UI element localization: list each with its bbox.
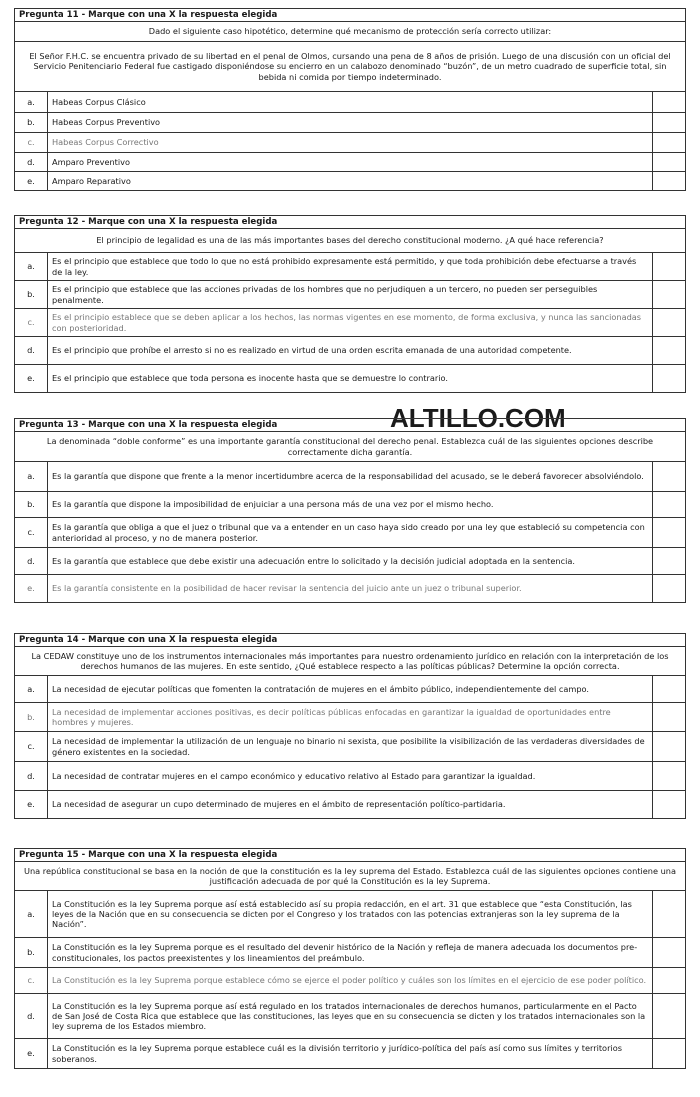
option-letter: b.	[15, 938, 48, 967]
answer-box[interactable]	[653, 1039, 685, 1068]
option-text: La Constitución es la ley Suprema porque establece cómo se ejerce el poder político y cuáles son los límites en el ejercicio de ese poder político.	[48, 968, 653, 993]
answer-box[interactable]	[653, 153, 685, 171]
question-title: Pregunta 12 - Marque con una X la respuesta elegida	[15, 216, 685, 229]
option-letter: d.	[15, 337, 48, 364]
answer-box[interactable]	[653, 791, 685, 818]
option-row	[15, 967, 685, 993]
option-row	[15, 702, 685, 731]
option-text: La necesidad de contratar mujeres en el campo económico y educativo relativo al Estado para garantizar la igualdad.	[48, 762, 653, 790]
question-12	[14, 215, 686, 393]
answer-box[interactable]	[653, 492, 685, 517]
option-letter: c.	[15, 133, 48, 152]
option-text: La necesidad de implementar acciones positivas, es decir políticas públicas enfocadas en garantizar la igualdad de oportunidades entre hombres y mujeres.	[48, 703, 653, 731]
option-letter: c.	[15, 732, 48, 761]
option-letter: c.	[15, 518, 48, 547]
answer-box[interactable]	[653, 968, 685, 993]
question-13	[14, 418, 686, 603]
option-row	[15, 280, 685, 308]
option-row	[15, 491, 685, 517]
option-letter: a.	[15, 676, 48, 702]
answer-box[interactable]	[653, 92, 685, 112]
answer-box[interactable]	[653, 309, 685, 336]
option-row	[15, 676, 685, 702]
option-text: Es el principio establece que se deben aplicar a los hechos, las normas vigentes en ese momento, de forma exclusiva, y nunca las sancionadas con posterioridad.	[48, 309, 653, 336]
option-letter: d.	[15, 994, 48, 1038]
answer-box[interactable]	[653, 938, 685, 967]
option-letter: b.	[15, 281, 48, 308]
option-text: Es la garantía que establece que debe existir una adecuación entre lo solicitado y la decisión judicial adoptada en la sentencia.	[48, 548, 653, 574]
question-prompt: Dado el siguiente caso hipotético, determine qué mecanismo de protección sería correcto utilizar:	[15, 22, 685, 42]
answer-box[interactable]	[653, 548, 685, 574]
answer-box[interactable]	[653, 133, 685, 152]
option-row	[15, 92, 685, 112]
option-row	[15, 364, 685, 392]
answer-box[interactable]	[653, 365, 685, 392]
option-letter: e.	[15, 1039, 48, 1068]
option-letter: c.	[15, 309, 48, 336]
option-letter: d.	[15, 153, 48, 171]
option-text: La Constitución es la ley Suprema porque así está establecido así su propia redacción, en el art. 31 que establece que “esta Constitución, las leyes de la Nación que en su consecuencia se dicten por el Congreso y los tratados con las potencias extranjeras son la ley suprema de la Nación”.	[48, 891, 653, 937]
option-text: Habeas Corpus Preventivo	[48, 113, 653, 132]
option-row	[15, 308, 685, 336]
option-text: Es el principio que prohíbe el arresto si no es realizado en virtud de una orden escrita emanada de una autoridad competente.	[48, 337, 653, 364]
question-15	[14, 848, 686, 1069]
answer-box[interactable]	[653, 891, 685, 937]
question-title: Pregunta 14 - Marque con una X la respuesta elegida	[15, 634, 685, 647]
answer-box[interactable]	[653, 575, 685, 602]
answer-box[interactable]	[653, 762, 685, 790]
option-text: Habeas Corpus Correctivo	[48, 133, 653, 152]
option-letter: b.	[15, 703, 48, 731]
option-letter: a.	[15, 462, 48, 491]
option-text: La necesidad de ejecutar políticas que fomenten la contratación de mujeres en el ámbito público, independientemente del campo.	[48, 676, 653, 702]
option-row	[15, 761, 685, 790]
question-prompt: El principio de legalidad es una de las más importantes bases del derecho constitucional moderno. ¿A qué hace referencia?	[15, 229, 685, 253]
option-text: La necesidad de asegurar un cupo determinado de mujeres en el ámbito de representación político-partidaria.	[48, 791, 653, 818]
option-text: Habeas Corpus Clásico	[48, 92, 653, 112]
option-letter: e.	[15, 575, 48, 602]
option-row	[15, 993, 685, 1038]
watermark: ALTILLO.COM	[390, 403, 566, 433]
option-row	[15, 547, 685, 574]
option-letter: d.	[15, 548, 48, 574]
option-row	[15, 731, 685, 761]
option-row	[15, 937, 685, 967]
option-letter: a.	[15, 92, 48, 112]
option-text: La Constitución es la ley Suprema porque establece cuál es la división territorio y jurídico-política del país así como sus límites y territorios soberanos.	[48, 1039, 653, 1068]
option-letter: b.	[15, 113, 48, 132]
answer-box[interactable]	[653, 253, 685, 280]
option-text: La necesidad de implementar la utilización de un lenguaje no binario ni sexista, que posibilite la visibilización de las verdaderas diversidades de género existentes en la sociedad.	[48, 732, 653, 761]
option-row	[15, 790, 685, 818]
answer-box[interactable]	[653, 518, 685, 547]
question-prompt: La denominada “doble conforme” es una importante garantía constitucional del derecho penal. Establezca cuál de las siguientes opciones describe correctamente dicha garantía.	[15, 432, 685, 462]
option-text: Es el principio que establece que todo lo que no está prohibido expresamente está permitido, y que toda prohibición debe efectuarse a través de la ley.	[48, 253, 653, 280]
option-row	[15, 171, 685, 190]
option-text: Amparo Preventivo	[48, 153, 653, 171]
option-letter: e.	[15, 365, 48, 392]
option-row	[15, 517, 685, 547]
option-letter: b.	[15, 492, 48, 517]
option-text: Amparo Reparativo	[48, 172, 653, 190]
answer-box[interactable]	[653, 337, 685, 364]
option-text: Es el principio que establece que toda persona es inocente hasta que se demuestre lo contrario.	[48, 365, 653, 392]
question-case: El Señor F.H.C. se encuentra privado de su libertad en el penal de Olmos, cursando una pena de 8 años de prisión. Luego de una discusión con un oficial del Servicio Penitenciario Federal fue castigado disponiéndose su encierro en un calabozo denominado “buzón”, de un metro cuadrado de superficie total, sin bebida ni comida por tiempo indeterminado.	[15, 42, 685, 92]
answer-box[interactable]	[653, 462, 685, 491]
option-text: Es la garantía que dispone la imposibilidad de enjuiciar a una persona más de una vez por el mismo hecho.	[48, 492, 653, 517]
question-title: Pregunta 15 - Marque con una X la respuesta elegida	[15, 849, 685, 862]
option-letter: a.	[15, 253, 48, 280]
question-title: Pregunta 13 - Marque con una X la respuesta elegida	[15, 419, 685, 432]
option-row	[15, 253, 685, 280]
answer-box[interactable]	[653, 703, 685, 731]
answer-box[interactable]	[653, 676, 685, 702]
answer-box[interactable]	[653, 732, 685, 761]
option-row	[15, 574, 685, 602]
question-14	[14, 633, 686, 819]
answer-box[interactable]	[653, 113, 685, 132]
option-text: La Constitución es la ley Suprema porque así está regulado en los tratados internacionales de derechos humanos, particularmente en el Pacto de San José de Costa Rica que establece que las constituciones, las leyes que en su consecuencia se dicten y los tratados internacionales son la ley suprema de los Estados miembro.	[48, 994, 653, 1038]
option-letter: e.	[15, 791, 48, 818]
option-row	[15, 112, 685, 132]
option-letter: a.	[15, 891, 48, 937]
answer-box[interactable]	[653, 172, 685, 190]
question-prompt: La CEDAW constituye uno de los instrumentos internacionales más importantes para nuestro ordenamiento jurídico en relación con la interpretación de los derechos humanos de las mujeres. En este sentido, ¿Qué establece respecto a las políticas públicas? Determine la opción correcta.	[15, 647, 685, 676]
option-row	[15, 462, 685, 491]
option-text: Es el principio que establece que las acciones privadas de los hombres que no perjudiquen a un tercero, no pueden ser perseguibles penalmente.	[48, 281, 653, 308]
answer-box[interactable]	[653, 281, 685, 308]
option-text: La Constitución es la ley Suprema porque es el resultado del devenir histórico de la Nación y refleja de manera adecuada los documentos pre-constitucionales, los pactos preexistentes y los lineamientos del preámbulo.	[48, 938, 653, 967]
option-row	[15, 152, 685, 171]
option-letter: e.	[15, 172, 48, 190]
option-letter: d.	[15, 762, 48, 790]
option-text: Es la garantía que obliga a que el juez o tribunal que va a entender en un caso haya sido creado por una ley que estableció su competencia con anterioridad al proceso, y no de manera posterior.	[48, 518, 653, 547]
question-prompt: Una república constitucional se basa en la noción de que la constitución es la ley suprema del Estado. Establezca cuál de las siguientes opciones contiene una justificación adecuada de por qué la Constitución es la ley Suprema.	[15, 862, 685, 891]
option-row	[15, 1038, 685, 1068]
option-row	[15, 336, 685, 364]
option-text: Es la garantía que dispone que frente a la menor incertidumbre acerca de la responsabilidad del acusado, se le deberá favorecer absolviéndolo.	[48, 462, 653, 491]
option-text: Es la garantía consistente en la posibilidad de hacer revisar la sentencia del juicio ante un juez o tribunal superior.	[48, 575, 653, 602]
option-row	[15, 891, 685, 937]
option-letter: c.	[15, 968, 48, 993]
option-row	[15, 132, 685, 152]
answer-box[interactable]	[653, 994, 685, 1038]
question-title: Pregunta 11 - Marque con una X la respuesta elegida	[15, 9, 685, 22]
question-11	[14, 8, 686, 191]
